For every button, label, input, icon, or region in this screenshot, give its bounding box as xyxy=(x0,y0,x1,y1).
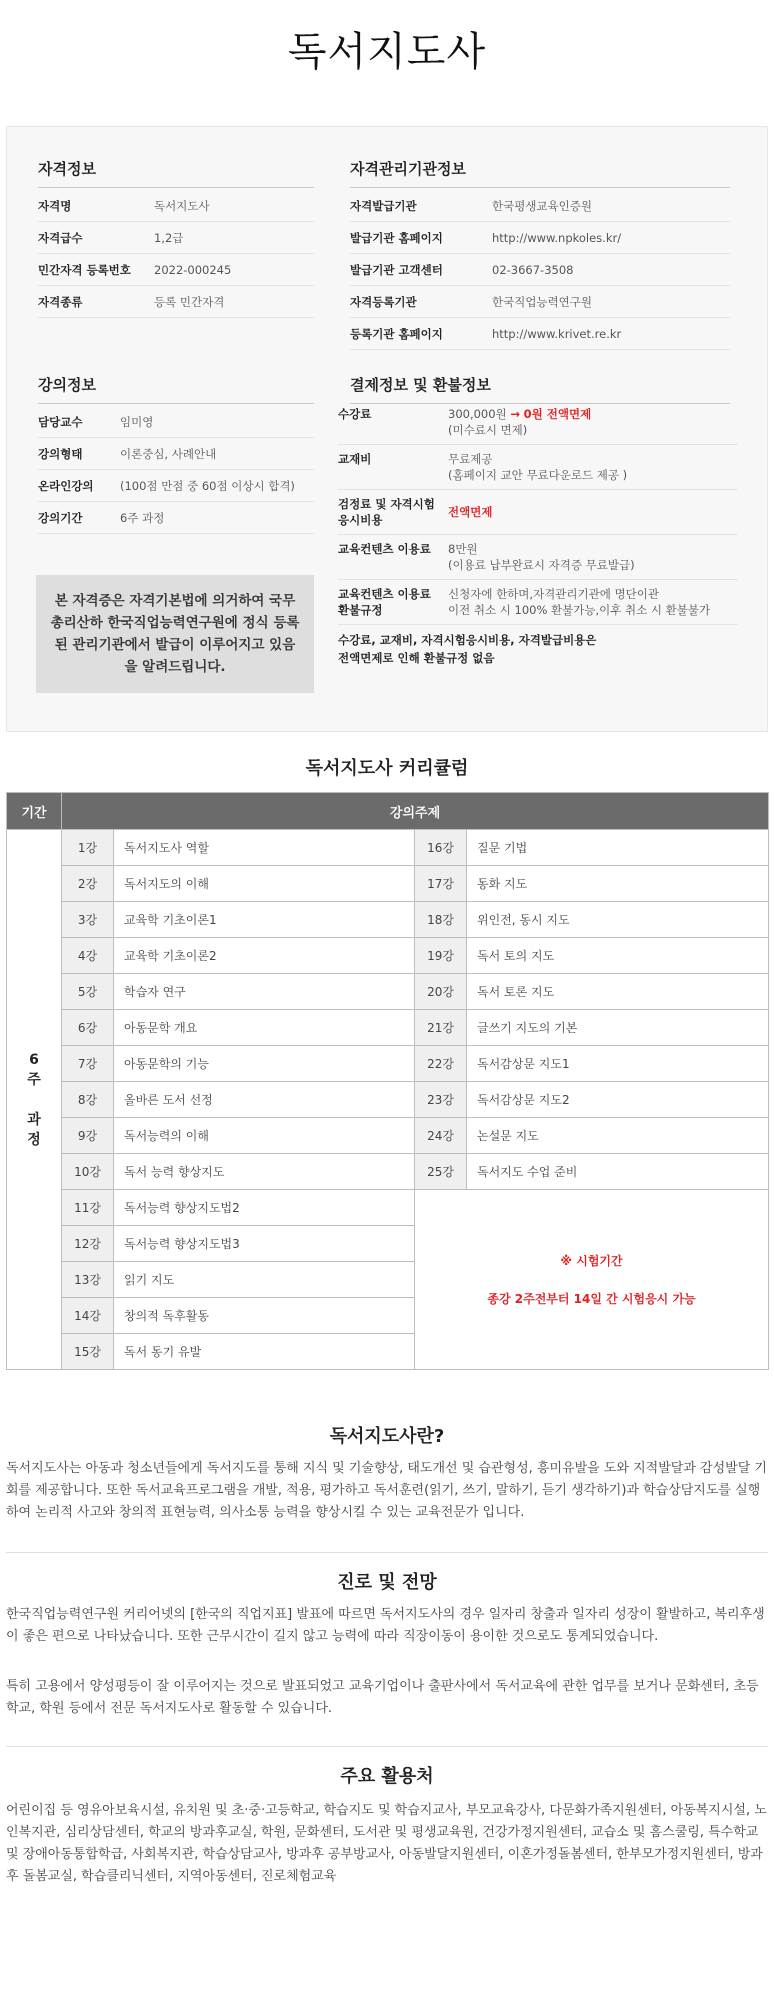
info-value: http://www.npkoles.kr/ xyxy=(492,230,622,245)
info-row xyxy=(38,438,314,470)
lecture-topic: 독서감상문 지도2 xyxy=(467,1082,769,1118)
info-row xyxy=(350,190,730,222)
lecture-number: 10강 xyxy=(62,1154,114,1190)
lecture-topic: 독서지도사 역할 xyxy=(114,830,415,866)
payment-row-fee xyxy=(338,400,738,445)
lecture-topic: 창의적 독후활동 xyxy=(114,1298,415,1334)
lecture-topic: 독서 토의 지도 xyxy=(467,938,769,974)
info-row xyxy=(350,254,730,286)
info-value: 독서지도사 xyxy=(154,198,210,213)
info-row xyxy=(350,286,730,318)
lecture-topic: 아동문학 개요 xyxy=(114,1010,415,1046)
info-value: 한국평생교육인증원 xyxy=(492,198,592,213)
lecture-number: 24강 xyxy=(415,1118,467,1154)
payment-list xyxy=(338,400,738,667)
lecture-number: 19강 xyxy=(415,938,467,974)
lecture-topic: 읽기 지도 xyxy=(114,1262,415,1298)
refund-label xyxy=(338,586,448,618)
lecture-number: 23강 xyxy=(415,1082,467,1118)
refund-v2: 이전 취소 시 100% 환불가능,이후 취소 시 환불불가 xyxy=(448,603,711,617)
fee-label: 수강료 xyxy=(338,407,372,421)
info-row xyxy=(38,406,314,438)
info-value: http://www.krivet.re.kr xyxy=(492,326,622,341)
period-text: 주 xyxy=(27,1071,41,1088)
lecture-topic: 글쓰기 지도의 기본 xyxy=(467,1010,769,1046)
exam-period-cell xyxy=(415,1190,769,1370)
lecture-number: 17강 xyxy=(415,866,467,902)
material-label: 교재비 xyxy=(338,452,372,466)
table-row xyxy=(7,1010,769,1046)
content-label: 교육컨텐츠 이용료 xyxy=(338,542,431,556)
fee-sub: (미수료시 면제) xyxy=(448,423,528,437)
refund-label-line1: 교육컨텐츠 이용료 xyxy=(338,587,431,601)
lecture-number: 5강 xyxy=(62,974,114,1010)
exam-period-desc: 종강 2주전부터 14일 간 시험응시 가능 xyxy=(487,1291,696,1306)
info-value: 임미영 xyxy=(120,414,154,429)
exam-label-line1: 검정료 및 자격시험 xyxy=(338,497,435,511)
info-key: 자격급수 xyxy=(38,230,83,245)
payment-row-exam xyxy=(338,490,738,535)
info-row xyxy=(38,502,314,534)
info-key: 온라인강의 xyxy=(38,478,94,493)
cert-info-list xyxy=(38,190,314,318)
curriculum-table xyxy=(6,792,769,1370)
lecture-number: 18강 xyxy=(415,902,467,938)
career-heading: 진로 및 전망 xyxy=(337,1572,437,1593)
info-row xyxy=(350,222,730,254)
refund-value xyxy=(448,586,738,618)
about-text: 독서지도사는 아동과 청소년들에게 독서지도를 통해 지식 및 기술향상, 태도개선 및 습관형성, 흥미유발을 도와 지적발달과 감성발달 기회를 제공합니다. 또한 독서교육프로그램을 개발, 적용, 평가하고 독서훈련(읽기, 쓰기, 말하기, 듣기 생각하기)과 학습상담지도를 실행하여 논리적 사고와 창의적 표현능력, 의사소통 능력을 향상시킬 수 있는 교육전문가 입니다. xyxy=(6,1461,767,1520)
content-v2: (이용료 납부완료시 자격증 무료발급) xyxy=(448,558,635,572)
career-text-2: 특히 고용에서 양성평등이 잘 이루어지는 것으로 발표되었고 교육기업이나 출판사에서 독서교육에 관한 업무를 보거나 문화센터, 초등학교, 학원 등에서 전문 독서지도사로 활동할 수 있습니다. xyxy=(6,1679,759,1716)
table-row xyxy=(7,974,769,1010)
lecture-topic: 독서감상문 지도1 xyxy=(467,1046,769,1082)
lecture-number: 12강 xyxy=(62,1226,114,1262)
info-key: 강의형태 xyxy=(38,446,83,461)
period-cell xyxy=(7,830,62,1370)
lecture-number: 6강 xyxy=(62,1010,114,1046)
lecture-topic: 독서능력 향상지도법3 xyxy=(114,1226,415,1262)
exam-label-line2: 응시비용 xyxy=(338,513,383,527)
payment-row-refund xyxy=(338,580,738,625)
info-key: 발급기관 홈페이지 xyxy=(350,230,443,245)
lecture-topic: 동화 지도 xyxy=(467,866,769,902)
lecture-number: 16강 xyxy=(415,830,467,866)
table-row xyxy=(7,1154,769,1190)
fee-value xyxy=(448,406,738,438)
lecture-topic: 올바른 도서 선정 xyxy=(114,1082,415,1118)
certificate-notice: 본 자격증은 자격기본법에 의거하여 국무총리산하 한국직업능력연구원에 정식 등록된 관리기관에서 발급이 이루어지고 있음을 알려드립니다. xyxy=(36,575,314,693)
info-value: 1,2급 xyxy=(154,230,184,245)
info-row xyxy=(350,318,730,350)
material-v1: 무료제공 xyxy=(448,452,493,466)
info-row xyxy=(38,254,314,286)
info-value: 한국직업능력연구원 xyxy=(492,294,592,309)
info-row xyxy=(38,286,314,318)
lecture-topic: 질문 기법 xyxy=(467,830,769,866)
info-key: 자격명 xyxy=(38,198,72,213)
period-text xyxy=(7,1090,61,1110)
lecture-number: 4강 xyxy=(62,938,114,974)
lecture-number: 13강 xyxy=(62,1262,114,1298)
table-row xyxy=(7,830,769,866)
lecture-topic: 독서지도 수업 준비 xyxy=(467,1154,769,1190)
info-key: 자격종류 xyxy=(38,294,83,309)
lecture-number: 22강 xyxy=(415,1046,467,1082)
lecture-info-list xyxy=(38,406,314,534)
col-topic-header: 강의주제 xyxy=(62,793,769,830)
lecture-number: 20강 xyxy=(415,974,467,1010)
lecture-number: 21강 xyxy=(415,1010,467,1046)
info-value: (100점 만점 중 60점 이상시 합격) xyxy=(120,478,295,493)
period-text: 6 xyxy=(29,1051,39,1068)
lecture-number: 14강 xyxy=(62,1298,114,1334)
payment-row-material xyxy=(338,445,738,490)
info-key: 자격발급기관 xyxy=(350,198,417,213)
table-row xyxy=(7,1118,769,1154)
lecture-number: 1강 xyxy=(62,830,114,866)
refund-note xyxy=(338,625,738,667)
material-value xyxy=(448,451,738,483)
info-value: 등록 민간자격 xyxy=(154,294,225,309)
usage-text: 어린이집 등 영유아보육시설, 유치원 및 초·중·고등학교, 학습지도 및 학습지교사, 부모교육강사, 다문화가족지원센터, 아동복지시설, 노인복지관, 심리상담센터, 학교의 방과후교실, 학원, 문화센터, 도서관 및 평생교육원, 건강가정지원센터, 교습소 및 홈스쿨링, 특수학교 및 장애아동통합학급, 사회복지관, 학습상담교사, 방과후 공부방교사, 아동발달지원센터, 이혼가정돌봄센터, 한부모가정지원센터, 방과후 돌봄교실, 학습클리닉센터, 지역아동센터, 진로체험교육 xyxy=(6,1803,767,1884)
refund-note-line1: 수강료, 교재비, 자격시험응시비용, 자격발급비용은 xyxy=(338,633,597,647)
period-text: 과 xyxy=(27,1111,41,1128)
lecture-topic: 독서능력의 이해 xyxy=(114,1118,415,1154)
lecture-topic: 교육학 기초이론1 xyxy=(114,902,415,938)
table-row xyxy=(7,1046,769,1082)
lecture-number: 7강 xyxy=(62,1046,114,1082)
refund-v1: 신청자에 한하며,자격관리기관에 명단이관 xyxy=(448,587,659,601)
lecture-number: 15강 xyxy=(62,1334,114,1370)
lecture-topic: 독서지도의 이해 xyxy=(114,866,415,902)
lecture-topic: 아동문학의 기능 xyxy=(114,1046,415,1082)
page-title: 독서지도사 xyxy=(287,29,487,75)
lecture-number: 25강 xyxy=(415,1154,467,1190)
info-value: 2022-000245 xyxy=(154,262,232,277)
content-value xyxy=(448,541,738,573)
exam-label xyxy=(338,496,448,528)
fee-arrow: → xyxy=(510,407,520,421)
fee-free: 0원 전액면제 xyxy=(523,407,592,421)
lecture-info-heading: 강의정보 xyxy=(38,374,314,404)
refund-note-line2: 전액면제로 인해 환불규정 없음 xyxy=(338,651,495,665)
info-key: 강의기간 xyxy=(38,510,83,525)
cert-info-heading: 자격정보 xyxy=(38,158,314,188)
info-value: 02-3667-3508 xyxy=(492,262,574,277)
info-value: 이론중심, 사례안내 xyxy=(120,446,217,461)
fee-price: 300,000원 xyxy=(448,407,507,421)
info-key: 자격등록기관 xyxy=(350,294,417,309)
info-row xyxy=(38,190,314,222)
exam-free: 전액면제 xyxy=(448,505,493,519)
period-text: 정 xyxy=(27,1131,41,1148)
lecture-topic: 독서 동기 유발 xyxy=(114,1334,415,1370)
material-v2: (홈페이지 교안 무료다운로드 제공 ) xyxy=(448,468,628,482)
curriculum-heading: 독서지도사 커리큘럼 xyxy=(305,758,469,779)
agency-info-heading: 자격관리기관정보 xyxy=(350,158,730,188)
lecture-number: 2강 xyxy=(62,866,114,902)
content-v1: 8만원 xyxy=(448,542,478,556)
table-row xyxy=(7,1190,769,1226)
info-value: 6주 과정 xyxy=(120,510,165,525)
info-key: 발급기관 고객센터 xyxy=(350,262,443,277)
lecture-topic: 독서능력 향상지도법2 xyxy=(114,1190,415,1226)
col-period-header: 기간 xyxy=(7,793,62,830)
lecture-topic: 교육학 기초이론2 xyxy=(114,938,415,974)
lecture-topic: 독서 능력 향상지도 xyxy=(114,1154,415,1190)
info-row xyxy=(38,470,314,502)
payment-row-content xyxy=(338,535,738,580)
table-row xyxy=(7,1082,769,1118)
lecture-number: 8강 xyxy=(62,1082,114,1118)
about-heading: 독서지도사란? xyxy=(329,1426,445,1447)
refund-label-line2: 환불규정 xyxy=(338,603,383,617)
lecture-number: 9강 xyxy=(62,1118,114,1154)
lecture-number: 11강 xyxy=(62,1190,114,1226)
divider xyxy=(6,1746,768,1747)
agency-info-list xyxy=(350,190,730,350)
exam-period-title: ※ 시험기간 xyxy=(560,1253,623,1268)
lecture-number: 3강 xyxy=(62,902,114,938)
lecture-topic: 위인전, 동시 지도 xyxy=(467,902,769,938)
info-key: 민간자격 등록번호 xyxy=(38,262,131,277)
divider xyxy=(6,1552,768,1553)
info-key: 담당교수 xyxy=(38,414,83,429)
table-row xyxy=(7,938,769,974)
lecture-topic: 논설문 지도 xyxy=(467,1118,769,1154)
info-key: 등록기관 홈페이지 xyxy=(350,326,443,341)
table-row xyxy=(7,902,769,938)
lecture-topic: 독서 토론 지도 xyxy=(467,974,769,1010)
payment-heading: 결제정보 및 환불정보 xyxy=(350,374,730,404)
usage-heading: 주요 활용처 xyxy=(340,1766,434,1787)
exam-value xyxy=(448,504,738,520)
info-row xyxy=(38,222,314,254)
table-row xyxy=(7,866,769,902)
career-text-1: 한국직업능력연구원 커리어넷의 [한국의 직업지표] 발표에 따르면 독서지도사의 경우 일자리 창출과 일자리 성장이 활발하고, 복리후생이 좋은 편으로 나타났습니다. 또한 근무시간이 길지 않고 능력에 따라 직장이동이 용이한 것으로도 통계되었습니다. xyxy=(6,1607,765,1644)
lecture-topic: 학습자 연구 xyxy=(114,974,415,1010)
